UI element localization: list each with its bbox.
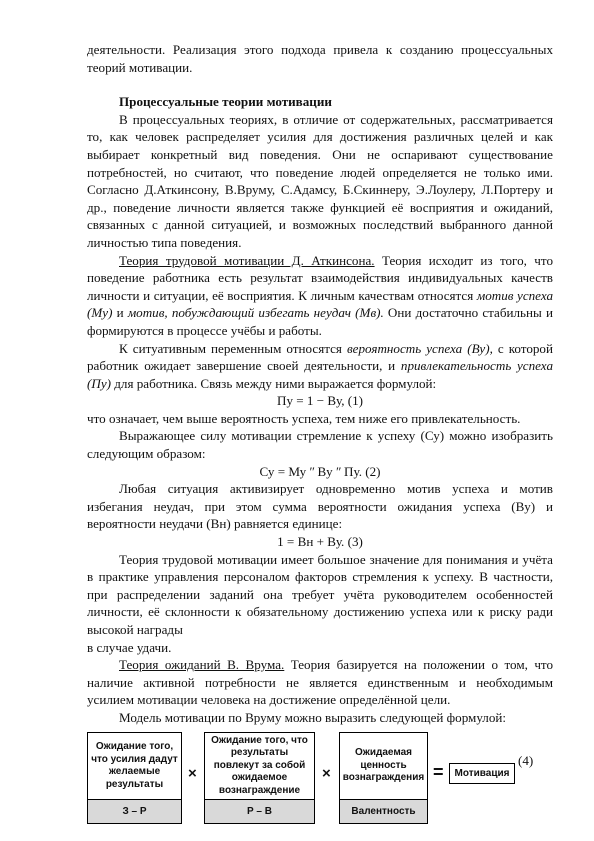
paragraph-vroom: [87, 656, 553, 709]
equals-sign: =: [433, 762, 444, 782]
text-span: Они достаточно стабильны и формируются в процессе учёбы и работы.: [87, 305, 554, 338]
text-span: Теория исходит из того, что поведение работника есть результат взаимодействия индивидуальных качеств личности и ситуации, её восприятия. К личным качествам относятся: [87, 252, 553, 303]
formula-3: 1 = Вн + Ву. (3): [277, 534, 363, 550]
text-span: Теория базируется на положении о том, что наличие активной потребности не является единственным и необходимым усилием мотивации человека на достижение определённой цели.: [87, 657, 554, 708]
instrumentality-text: Ожидание того, что результаты повлекут за собой ожидаемое вознаграждение: [211, 734, 308, 796]
italic-term: мотив успеха (Му): [87, 287, 553, 321]
expectancy-text: Ожидание того, что усилия дадут желаемые результаты: [91, 741, 178, 790]
formula-number: (4): [518, 753, 534, 768]
formula-1: Пу = 1 − Ву, (1): [276, 393, 364, 409]
intro-paragraph: деятельности. Реализация этого подхода привела к созданию процессуальных теорий мотивации.: [87, 42, 553, 75]
section-heading: Процессуальные теории мотивации: [119, 94, 332, 110]
formula-2: Су = Му ʺ Ву ʺ Пу. (2): [259, 463, 381, 479]
valence-label: Валентность: [340, 799, 427, 823]
paragraph-failure: Любая ситуация активизирует одновременно мотив успеха и мотив избегания неудач, при этом сумма вероятности ожидания успеха (Ву) и вероятности неудачи (Вн) равняется единице:: [87, 481, 553, 532]
text-body: [87, 41, 553, 727]
instrumentality-box: [204, 732, 315, 824]
formula-1-explanation: что означает, чем выше вероятность успеха, тем ниже его привлекательность.: [87, 410, 521, 426]
paragraph-atkinson: [87, 252, 553, 340]
italic-term: привлекательность успеха (Пу): [87, 358, 553, 391]
vroom-diagram: [87, 732, 553, 824]
vroom-title: Теория ожиданий В. Врума.: [119, 657, 285, 673]
paragraph-vroom-model: Модель мотивации по Вруму можно выразить следующей формулой:: [119, 709, 507, 725]
paragraph-success-drive: Выражающее силу мотивации стремление к успеху (Су) можно изобразить следующим образом:: [87, 428, 553, 462]
paragraph-importance-tail: в случае удачи.: [87, 639, 172, 655]
expectancy-box: [87, 732, 182, 824]
instrumentality-label: Р – В: [205, 799, 314, 823]
multiply-sign-2: ×: [322, 765, 331, 782]
multiply-sign-1: ×: [188, 765, 197, 782]
paragraph-situational: [87, 340, 553, 393]
paragraph-importance: Теория трудовой мотивации имеет большое значение для понимания и учёта в практике управления персоналом факторов стремления к успеху. В частности, при распределении заданий она требует учёта руководителем особенностей личности, её склонности к обязательному достижению успеха или к риску ради высокой награды: [87, 551, 553, 637]
valence-text: Ожидаемая ценность вознаграждения: [342, 747, 425, 784]
text-span: с которой работник ожидает завершение своей деятельности, и: [87, 340, 553, 374]
expectancy-label: З – Р: [88, 799, 181, 823]
text-span: и: [112, 305, 128, 321]
valence-box: [339, 732, 428, 824]
atkinson-title: Теория трудовой мотивации Д. Аткинсона.: [119, 252, 375, 268]
paragraph-process-theories: В процессуальных теориях, в отличие от содержательных, рассматривается то, как человек распределяет усилия для достижения различных целей и как выбирает конкретный вид поведения. Они не оспаривают существование потребностей, но считают, что поведение людей определяется не только ими. Согласно Д.Аткинсону, В.Вруму, С.Адамсу, Б.Скиннеру, Э.Лоулеру, Л.Портеру и др., поведение личности является также функцией её восприятия и ожиданий, связанных с данной ситуацией, и возможных последствий выбранного данной личностью типа поведения.: [87, 111, 553, 250]
italic-term: вероятность успеха (Ву),: [346, 340, 493, 356]
text-span: К ситуативным переменным относятся: [119, 340, 347, 356]
text-span: для работника. Связь между ними выражается формулой:: [111, 375, 437, 391]
italic-term: мотив, побуждающий избегать неудач (Мв).: [127, 305, 384, 321]
motivation-box: Мотивация: [449, 763, 515, 784]
